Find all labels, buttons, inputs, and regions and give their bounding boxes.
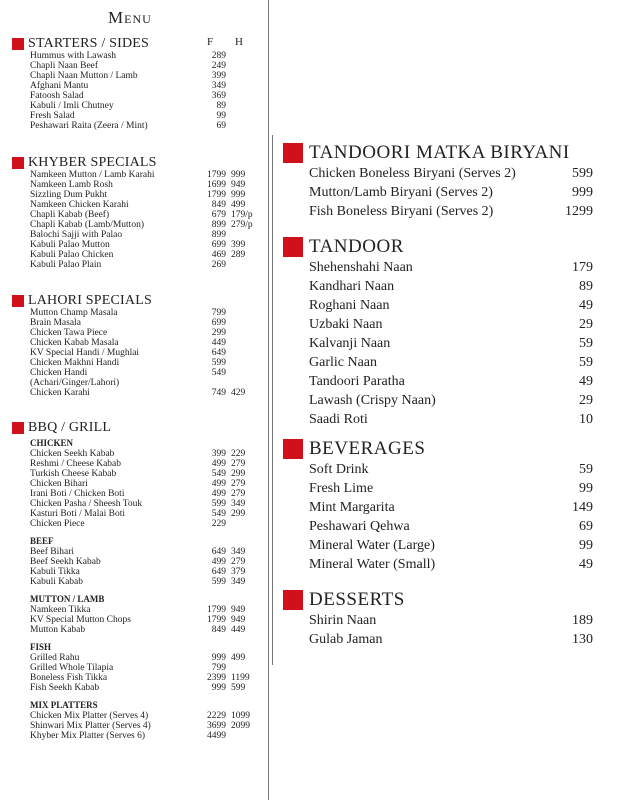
menu-item [283,296,593,315]
menu-item [283,611,593,630]
item-name: Kabuli / Imli Chutney [30,101,114,111]
menu-item [12,368,226,378]
menu-item [12,260,226,270]
item-price-full: 369 [211,91,226,101]
section-marker-icon [283,237,303,257]
item-price-half: 1199 [231,673,250,683]
menu-item [283,630,593,649]
item-name: Uzbaki Naan [309,317,383,332]
section-beverages [283,438,593,574]
menu-item [283,498,593,517]
item-price: 29 [579,317,593,332]
item-price-full: 899 [211,230,226,240]
column-header-half: H [235,36,243,48]
menu-item [283,372,593,391]
item-name: Peshawari Qehwa [309,519,410,534]
item-name: Fresh Lime [309,481,374,496]
item-price-full: 1799 [207,170,226,180]
item-name: Garlic Naan [309,355,378,370]
item-price-half: 949 [231,180,246,190]
item-price-full: 799 [211,308,226,318]
menu-item [12,308,226,318]
item-price-half: 449 [231,625,246,635]
item-price-full: 99 [216,111,226,121]
item-price: 49 [579,374,593,389]
menu-item [12,81,226,91]
menu-item [12,653,246,663]
menu-item [12,101,226,111]
item-price-full: 599 [211,358,226,368]
item-price-half: 949 [231,605,246,615]
item-price-full: 549 [211,368,226,378]
item-price: 59 [579,336,593,351]
item-name: Reshmi / Cheese Kabab [30,459,122,469]
item-name: Fresh Salad [30,111,75,121]
item-price-full: 679 [211,210,226,220]
item-name: Khyber Mix Platter (Serves 6) [30,731,146,741]
page-title: Menu [108,8,152,27]
item-price-full: 349 [211,81,226,91]
item-name: Beef Bihari [30,547,75,557]
section-khyber [12,155,253,270]
item-price-full: 3699 [207,721,226,731]
item-price: 599 [572,166,593,181]
item-price-half: 279 [231,489,246,499]
menu-item [12,121,226,131]
item-price-full: 449 [211,338,226,348]
item-name: Namkeen Lamb Rosh [30,180,113,190]
menu-item [12,210,253,220]
item-price-full: 549 [211,509,226,519]
item-price-full: 2229 [207,711,226,721]
item-price-full: 89 [216,101,226,111]
menu-item [283,334,593,353]
item-price-full: 499 [211,459,226,469]
menu-item [12,200,246,210]
menu-item [12,673,250,683]
item-name: Chicken Piece [30,519,85,529]
item-name: Chicken Kabab Masala [30,338,119,348]
item-price-full: 289 [211,51,226,61]
item-price-half: 229 [231,449,246,459]
item-price-full: 399 [211,449,226,459]
menu-item [12,663,226,673]
item-name: Chicken Handi [30,368,88,378]
item-price-half: 179/p [231,210,253,220]
item-price: 69 [579,519,593,534]
item-price-full: 699 [211,240,226,250]
item-price: 59 [579,462,593,477]
menu-item [283,258,593,277]
subsection-title: MIX PLATTERS [30,700,98,710]
item-price-full: 499 [211,489,226,499]
item-price-half: 1099 [231,711,250,721]
item-name: (Achari/Ginger/Lahori) [30,378,120,388]
item-name: Chicken Pasha / Sheesh Touk [30,499,143,509]
menu-item [12,190,246,200]
item-price-full: 269 [211,260,226,270]
item-name: Chicken Boneless Biryani (Serves 2) [309,166,516,181]
section-marker-icon [12,157,24,169]
menu-item [12,328,226,338]
menu-item [12,358,226,368]
subsection-title: CHICKEN [30,438,74,448]
item-name: Brain Masala [30,318,81,328]
item-price: 99 [579,481,593,496]
item-price-full: 1799 [207,190,226,200]
divider [272,135,273,665]
subsection-title: BEEF [30,536,54,546]
item-price-full: 1799 [207,605,226,615]
item-price-half: 279 [231,479,246,489]
item-name: Chicken Makhni Handi [30,358,120,368]
item-name: Saadi Roti [309,412,368,427]
menu-item [12,250,246,260]
item-name: Chicken Bihari [30,479,88,489]
item-name: Kabuli Tikka [30,567,80,577]
item-price-half: 299 [231,509,246,519]
section-tandoor [283,236,593,429]
section-title: STARTERS / SIDES [28,36,150,51]
menu-item [12,338,226,348]
item-name: Kandhari Naan [309,279,395,294]
item-name: Kabuli Palao Plain [30,260,102,270]
menu-item [283,164,593,183]
item-name: Sizzling Dum Pukht [30,190,108,200]
menu-item [12,625,246,635]
menu-item [12,683,246,693]
menu-item [12,731,226,741]
item-name: Soft Drink [309,462,369,477]
section-bbq [12,420,250,741]
item-price-full: 799 [211,663,226,673]
item-price-half: 279 [231,557,246,567]
item-price: 10 [579,412,593,427]
item-price: 130 [572,632,593,647]
item-price-half: 299 [231,469,246,479]
menu-item [283,353,593,372]
item-name: Peshawari Raita (Zeera / Mint) [30,121,148,131]
item-price-half: 279/p [231,220,253,230]
item-name: Chicken Mix Platter (Serves 4) [30,711,149,721]
item-name: Fish Seekh Kabab [30,683,100,693]
item-price-half: 499 [231,653,246,663]
item-price-full: 649 [211,567,226,577]
item-price: 59 [579,355,593,370]
item-name: Chicken Tawa Piece [30,328,108,338]
menu-item [12,51,226,61]
menu-item [12,499,246,509]
item-name: Mutton/Lamb Biryani (Serves 2) [309,185,493,200]
menu-item [12,479,246,489]
section-starters [12,36,226,131]
menu-item [12,388,246,398]
item-price-half: 279 [231,459,246,469]
menu-item [12,318,226,328]
item-name: Mineral Water (Large) [309,538,435,553]
item-name: Kalvanji Naan [309,336,391,351]
item-price: 179 [572,260,593,275]
menu-item [12,489,246,499]
column-header-full: F [207,36,214,48]
item-name: Grilled Rahu [30,653,80,663]
item-name: Mineral Water (Small) [309,557,436,572]
item-name: Namkeen Tikka [30,605,91,615]
item-price: 149 [572,500,593,515]
section-title: LAHORI SPECIALS [28,293,152,308]
menu-item [12,240,246,250]
section-biryani [283,142,593,221]
menu-item [12,711,250,721]
menu-item [283,517,593,536]
menu-item [12,557,246,567]
menu-item [12,111,226,121]
item-name: KV Special Handi / Mughlai [30,348,140,358]
section-desserts [283,589,593,649]
item-name: Shinwari Mix Platter (Serves 4) [30,721,151,731]
item-name: Boneless Fish Tikka [30,673,108,683]
menu-item [283,202,593,221]
menu-item [12,605,246,615]
menu-item [12,170,246,180]
menu-item [12,91,226,101]
item-name: Mutton Champ Masala [30,308,118,318]
item-price-half: 349 [231,547,246,557]
section-title: KHYBER SPECIALS [28,155,157,170]
item-name: Roghani Naan [309,298,390,313]
item-price: 999 [572,185,593,200]
item-name: Hummus with Lawash [30,51,117,61]
item-name: Gulab Jaman [309,632,383,647]
item-price: 1299 [565,204,593,219]
item-price-half: 499 [231,200,246,210]
item-name: Grilled Whole Tilapia [30,663,114,673]
menu-item [283,479,593,498]
section-title: TANDOORI MATKA BIRYANI [309,142,570,163]
section-title: BEVERAGES [309,438,426,459]
item-price-half: 349 [231,499,246,509]
item-price-full: 1699 [207,180,226,190]
menu-item [12,567,246,577]
menu-item [12,230,226,240]
item-price-half: 379 [231,567,246,577]
item-name: Chapli Kabab (Beef) [30,210,110,220]
item-name: Chicken Seekh Kabab [30,449,115,459]
item-name: Namkeen Chicken Karahi [30,200,129,210]
menu-item [12,519,226,529]
item-price-full: 399 [211,71,226,81]
item-price-full: 2399 [207,673,226,683]
menu-item [12,459,246,469]
item-price-full: 499 [211,479,226,489]
menu-item [12,547,246,557]
item-price-half: 2099 [231,721,250,731]
section-marker-icon [12,295,24,307]
menu-item [12,577,246,587]
menu-item [283,536,593,555]
item-price: 49 [579,298,593,313]
item-price: 49 [579,557,593,572]
item-price-full: 1799 [207,615,226,625]
item-name: Balochi Sajji with Palao [30,230,123,240]
item-name: Turkish Cheese Kabab [30,469,117,479]
item-price-full: 599 [211,577,226,587]
menu-item [12,71,226,81]
section-marker-icon [12,422,24,434]
item-price-half: 349 [231,577,246,587]
item-name: Afghani Mantu [30,81,89,91]
item-price-full: 699 [211,318,226,328]
item-price-full: 999 [211,683,226,693]
item-name: Irani Boti / Chicken Boti [30,489,125,499]
item-price-full: 469 [211,250,226,260]
divider [268,0,269,800]
item-name: Shirin Naan [309,613,377,628]
section-marker-icon [12,38,24,50]
section-title: BBQ / GRILL [28,420,112,435]
item-name: Mutton Kabab [30,625,86,635]
menu-item [283,183,593,202]
item-name: Chapli Naan Mutton / Lamb [30,71,138,81]
item-price-full: 4499 [207,731,226,741]
item-name: Kabuli Kabab [30,577,84,587]
menu-item [12,509,246,519]
item-price: 99 [579,538,593,553]
item-price-full: 69 [216,121,226,131]
item-price-half: 289 [231,250,246,260]
item-price-full: 499 [211,557,226,567]
item-price-half: 399 [231,240,246,250]
item-price-half: 429 [231,388,246,398]
menu-item [283,315,593,334]
item-price-full: 849 [211,625,226,635]
item-name: Namkeen Mutton / Lamb Karahi [30,170,155,180]
item-name: Lawash (Crispy Naan) [309,393,436,408]
item-name: Kabuli Palao Mutton [30,240,110,250]
menu-item [283,391,593,410]
item-price-full: 649 [211,348,226,358]
menu-item [12,61,226,71]
item-name: Shehenshahi Naan [309,260,413,275]
item-price: 189 [572,613,593,628]
item-name: Beef Seekh Kabab [30,557,101,567]
menu-item [283,277,593,296]
section-title: DESSERTS [309,589,405,610]
item-name: Chapli Naan Beef [30,61,99,71]
menu-item [12,180,246,190]
item-name: Mint Margarita [309,500,395,515]
item-price-half: 599 [231,683,246,693]
section-marker-icon [283,143,303,163]
item-price-full: 899 [211,220,226,230]
menu-item [12,469,246,479]
section-title: TANDOOR [309,236,404,257]
item-name: Chapli Kabab (Lamb/Mutton) [30,220,144,230]
item-name: Kasturi Boti / Malai Boti [30,509,125,519]
item-name: Kabuli Palao Chicken [30,250,114,260]
item-name: Fish Boneless Biryani (Serves 2) [309,204,494,219]
subsection-title: MUTTON / LAMB [30,594,105,604]
item-name: KV Special Mutton Chops [30,615,131,625]
menu-item [283,460,593,479]
item-price-full: 999 [211,653,226,663]
item-price-half: 949 [231,615,246,625]
section-lahori [12,293,246,398]
menu-item [12,615,246,625]
menu-item [12,348,226,358]
menu-item [12,721,250,731]
section-marker-icon [283,439,303,459]
item-price-full: 229 [211,519,226,529]
item-price-full: 249 [211,61,226,71]
item-price: 29 [579,393,593,408]
item-price-half: 999 [231,170,246,180]
item-price-full: 549 [211,469,226,479]
item-name: Tandoori Paratha [309,374,405,389]
item-price-full: 849 [211,200,226,210]
section-marker-icon [283,590,303,610]
item-name: Fatoosh Salad [30,91,84,101]
item-price-full: 299 [211,328,226,338]
item-name: Chicken Karahi [30,388,90,398]
subsection-title: FISH [30,642,52,652]
menu-item [12,449,246,459]
item-price-full: 749 [211,388,226,398]
menu-item [12,378,152,388]
item-price: 89 [579,279,593,294]
menu-item [12,220,253,230]
menu-item [283,410,593,429]
item-price-full: 599 [211,499,226,509]
menu-item [283,555,593,574]
item-price-half: 999 [231,190,246,200]
item-price-full: 649 [211,547,226,557]
